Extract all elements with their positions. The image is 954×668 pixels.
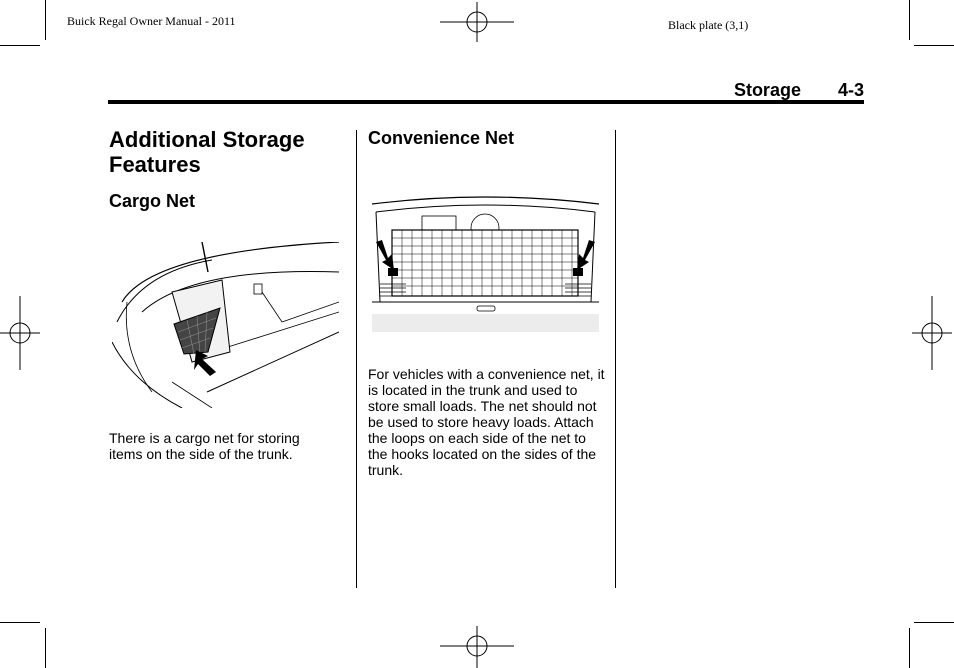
section-header (734, 80, 864, 101)
crop-mark-top-right-v (909, 0, 910, 40)
column-divider-1 (356, 130, 357, 588)
registration-mark-top (440, 2, 514, 42)
registration-mark-bottom (440, 626, 514, 668)
registration-mark-right (912, 296, 952, 370)
crop-mark-top-left-v (45, 0, 46, 40)
print-header-left: Buick Regal Owner Manual - 2011 (67, 14, 236, 28)
page-number: 4-3 (837, 80, 864, 100)
cargo-net-description: There is a cargo net for storing items on the side of the trunk. (109, 430, 300, 462)
convenience-net-description: For vehicles with a convenience net, it is located in the trunk and used to store small loads. The net should not be used to store heavy loads. Attach the loops on each side of the net to the hooks located on the sides of the trunk. (368, 366, 605, 478)
crop-mark-top-left-h (0, 45, 40, 46)
cargo-net-illustration (112, 242, 339, 408)
crop-mark-bottom-left-v (45, 628, 46, 668)
crop-mark-bottom-right-h (914, 622, 954, 623)
print-header-right: Black plate (3,1) (668, 18, 749, 32)
convenience-net-illustration (372, 192, 599, 332)
crop-mark-bottom-left-h (0, 622, 40, 623)
cargo-net-heading: Cargo Net (109, 191, 196, 211)
crop-mark-bottom-right-v (909, 628, 910, 668)
column-divider-2 (615, 130, 616, 588)
page-title: Additional Storage Features (109, 127, 305, 177)
crop-mark-top-right-h (914, 45, 954, 46)
registration-mark-left (0, 296, 40, 370)
section-title: Storage (733, 80, 801, 100)
section-rule (108, 100, 864, 104)
convenience-net-heading: Convenience Net (368, 128, 515, 148)
